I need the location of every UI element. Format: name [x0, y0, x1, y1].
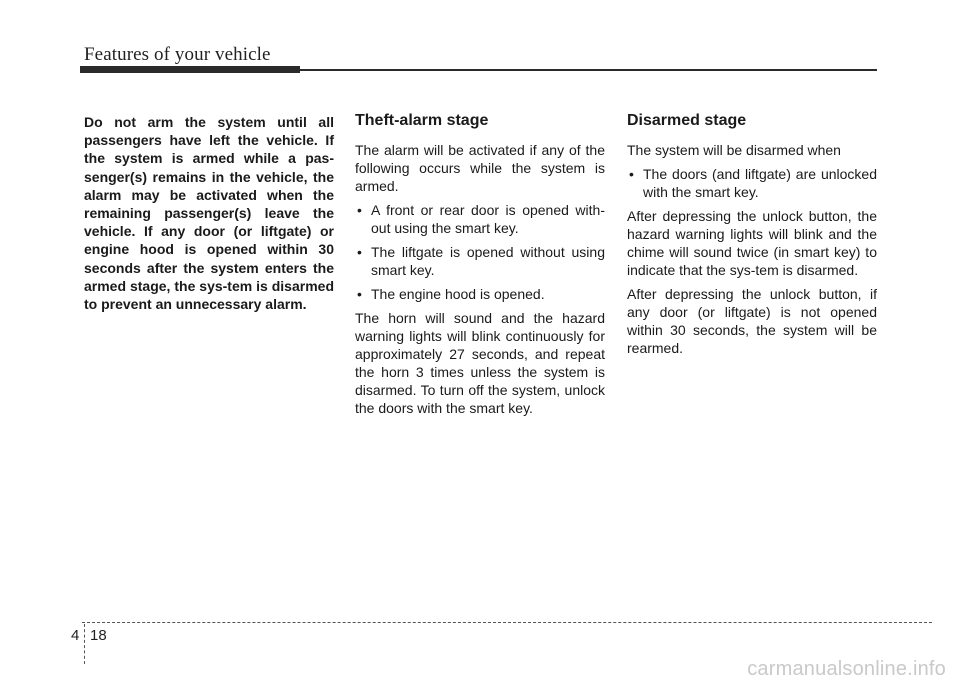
list-item: • The liftgate is opened without using smart key.	[355, 243, 605, 279]
disarmed-heading: Disarmed stage	[627, 112, 747, 129]
footer-rule	[82, 622, 932, 623]
footer-divider	[84, 624, 85, 664]
watermark-text: carmanualsonline.info	[747, 658, 946, 680]
theft-alarm-intro: The alarm will be activated if any of the following occurs while the system is armed.	[355, 142, 605, 194]
theft-alarm-section	[355, 111, 605, 423]
disarmed-list	[627, 165, 877, 201]
disarmed-section	[627, 111, 877, 363]
warning-column	[84, 113, 334, 313]
disarmed-paragraph-1: After depressing the unlock button, the hazard warning lights will blink and the chime will sound twice (in smart key) to indicate that the sys-tem is disarmed.	[627, 208, 877, 278]
header-rule-thin	[300, 69, 877, 71]
list-item: • The doors (and liftgate) are unlocked with the smart key.	[627, 165, 877, 201]
disarmed-intro: The system will be disarmed when	[627, 142, 841, 158]
theft-alarm-body: The horn will sound and the hazard warning lights will blink continuously for approximately 27 seconds, and repeat the horn 3 times unless the system is disarmed. To turn off the system, unlock the doors with the smart key.	[355, 310, 605, 416]
header-title: Features of your vehicle	[84, 44, 271, 65]
list-item: • The engine hood is opened.	[355, 285, 605, 303]
page-number: 18	[90, 627, 107, 644]
disarmed-paragraph-2: After depressing the unlock button, if any door (or liftgate) is not opened within 30 seconds, the system will be rearmed.	[627, 286, 877, 356]
theft-alarm-list	[355, 201, 605, 303]
theft-alarm-heading: Theft-alarm stage	[355, 112, 489, 129]
list-item: • A front or rear door is opened with-out using the smart key.	[355, 201, 605, 237]
header-rule-thick	[80, 66, 300, 73]
chapter-number: 4	[71, 627, 80, 644]
warning-text: Do not arm the system until all passengers have left the vehicle. If the system is armed while a pas-senger(s) remains in the vehicle, the alarm may be activated when the remaining passenger(s) leave the vehicle. If any door (or liftgate) or engine hood is opened within 30 seconds after the system enters the armed stage, the sys-tem is disarmed to prevent an unnecessary alarm.	[84, 114, 334, 313]
